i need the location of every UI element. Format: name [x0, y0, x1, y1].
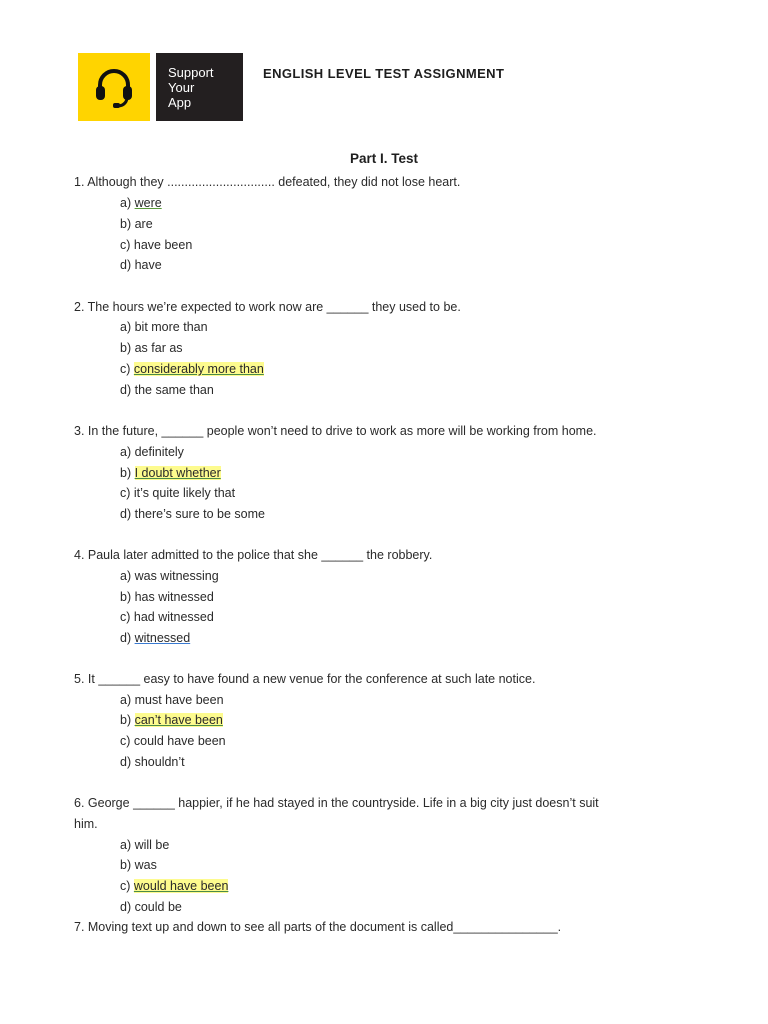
question-2-option-b: b) as far as [120, 341, 183, 355]
question-4-option-d: d) witnessed [120, 631, 191, 645]
question-4-option-b: b) has witnessed [120, 590, 214, 604]
question-6-continued: him. [74, 817, 98, 831]
question-3-option-d: d) there’s sure to be some [120, 507, 265, 521]
question-7: 7. Moving text up and down to see all parts of the document is called_______________. [74, 920, 562, 934]
question-6-option-a: a) will be [120, 838, 170, 852]
question-4-option-a: a) was witnessing [120, 569, 219, 583]
question-6-option-d: d) could be [120, 900, 182, 914]
selected-answer: were [134, 196, 162, 210]
selected-answer: considerably more than [133, 362, 264, 376]
question-5-option-c: c) could have been [120, 734, 226, 748]
logo-line-2: Your [168, 79, 195, 95]
question-1-option-c: c) have been [120, 238, 193, 252]
question-6: 6. George ______ happier, if he had stayed in the countryside. Life in a big city just doesn’t suit [74, 796, 599, 810]
question-1-option-a: a) were [120, 196, 162, 210]
headset-icon [91, 64, 137, 110]
document-title: ENGLISH LEVEL TEST ASSIGNMENT [263, 66, 505, 81]
logo-wordmark [156, 53, 243, 121]
question-2-option-d: d) the same than [120, 383, 214, 397]
question-3: 3. In the future, ______ people won’t need to drive to work as more will be working from home. [74, 424, 597, 438]
question-5-option-b: b) can’t have been [120, 713, 223, 727]
question-1-option-b: b) are [120, 217, 153, 231]
question-5-option-d: d) shouldn’t [120, 755, 185, 769]
question-2-option-a: a) bit more than [120, 320, 208, 334]
selected-answer: would have been [133, 879, 229, 893]
company-logo [78, 53, 243, 121]
question-4-option-c: c) had witnessed [120, 610, 214, 624]
question-6-option-b: b) was [120, 858, 157, 872]
question-3-option-b: b) I doubt whether [120, 466, 221, 480]
question-1: 1. Although they ............................... defeated, they did not lose heart. [74, 175, 461, 189]
question-1-option-d: d) have [120, 258, 162, 272]
selected-answer: can’t have been [134, 713, 223, 727]
question-2-option-c: c) considerably more than [120, 362, 264, 376]
question-2: 2. The hours we’re expected to work now are ______ they used to be. [74, 300, 461, 314]
question-5-option-a: a) must have been [120, 693, 224, 707]
question-4: 4. Paula later admitted to the police that she ______ the robbery. [74, 548, 433, 562]
selected-answer: witnessed [134, 631, 191, 645]
question-3-option-a: a) definitely [120, 445, 184, 459]
section-title: Part I. Test [349, 151, 419, 166]
logo-line-3: App [168, 94, 192, 110]
question-3-option-c: c) it’s quite likely that [120, 486, 236, 500]
question-5: 5. It ______ easy to have found a new venue for the conference at such late notice. [74, 672, 536, 686]
logo-line-1: Support [168, 64, 214, 80]
question-6-option-c: c) would have been [120, 879, 229, 893]
selected-answer: I doubt whether [134, 466, 221, 480]
logo-icon-panel [78, 53, 150, 121]
